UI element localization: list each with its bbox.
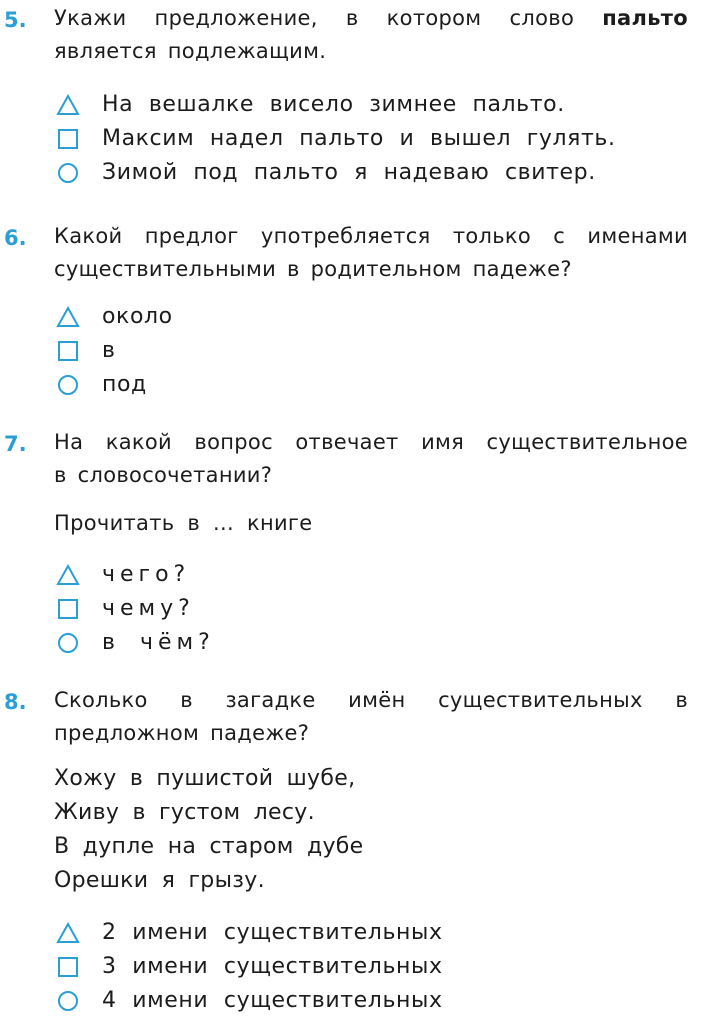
question-line: Сколько в загадке имён существительных в: [54, 688, 688, 712]
circle-icon: [56, 162, 80, 184]
question-line: является подлежащим.: [54, 39, 327, 63]
poem-line: Хожу в пушистой шубе,: [54, 766, 356, 791]
option-text: в: [102, 338, 116, 363]
question-number: 6.: [4, 226, 27, 250]
square-icon: [56, 340, 80, 362]
question-line: предложном падеже?: [54, 721, 310, 745]
question-text: [54, 2, 688, 68]
triangle-icon: [56, 94, 80, 116]
option-text: Максим надел пальто и вышел гулять.: [102, 126, 616, 151]
question-line: существительными в родительном падеже?: [54, 257, 572, 281]
riddle-poem: [54, 762, 364, 898]
circle-icon: [56, 990, 80, 1012]
square-icon: [56, 128, 80, 150]
poem-line: Живу в густом лесу.: [54, 800, 315, 825]
question-line: Укажи предложение, в котором слово пальто: [54, 6, 688, 30]
option-text: Зимой под пальто я надеваю свитер.: [102, 160, 596, 185]
question-text: [54, 684, 688, 750]
option-text: чему?: [102, 596, 195, 621]
option-text: 3 имени существительных: [102, 954, 443, 979]
bold-word: пальто: [602, 6, 688, 30]
question-number: 8.: [4, 690, 27, 714]
poem-line: Орешки я грызу.: [54, 868, 265, 893]
option-text: На вешалке висело зимнее пальто.: [102, 92, 565, 117]
question-line: Какой предлог употребляется только с именами: [54, 224, 688, 248]
phrase-text: Прочитать в ... книге: [54, 511, 313, 535]
triangle-icon: [56, 922, 80, 944]
question-text: [54, 426, 688, 492]
option-text: около: [102, 304, 173, 329]
option-text: в чём?: [102, 630, 215, 655]
question-number: 7.: [4, 432, 27, 456]
question-line: На какой вопрос отвечает имя существительное: [54, 430, 688, 454]
question-line: в словосочетании?: [54, 463, 273, 487]
triangle-icon: [56, 564, 80, 586]
question-text: [54, 220, 688, 286]
triangle-icon: [56, 306, 80, 328]
question-number: 5.: [4, 8, 27, 32]
square-icon: [56, 598, 80, 620]
option-text: 4 имени существительных: [102, 988, 443, 1013]
square-icon: [56, 956, 80, 978]
option-text: под: [102, 372, 147, 397]
circle-icon: [56, 632, 80, 654]
option-text: 2 имени существительных: [102, 920, 443, 945]
circle-icon: [56, 374, 80, 396]
option-text: чего?: [102, 562, 191, 587]
poem-line: В дупле на старом дубе: [54, 834, 364, 859]
